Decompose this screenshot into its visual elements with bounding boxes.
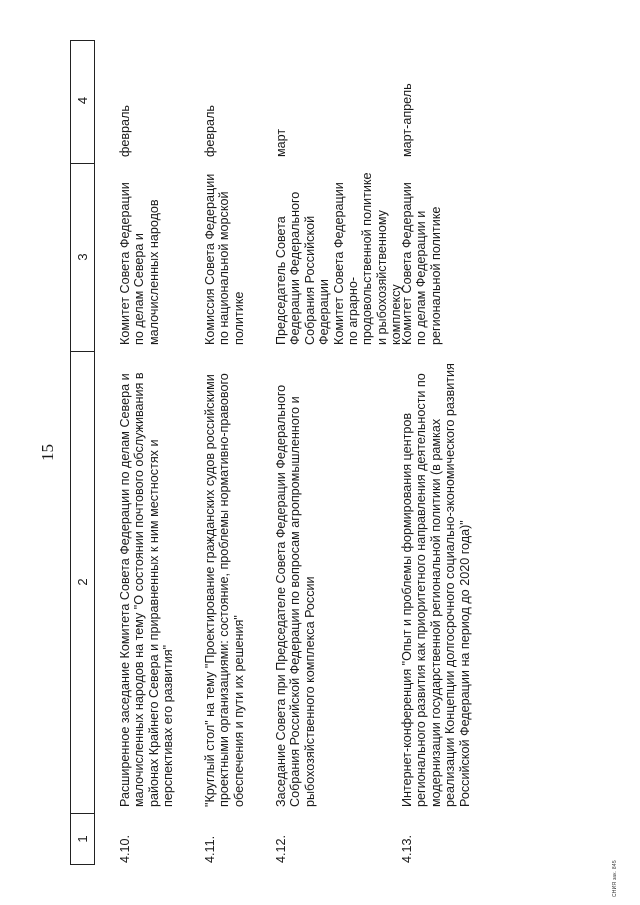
- event-title: Расширенное заседание Комитета Совета Федерации по делам Севера и малочисленных народов на тему "О состоянии почтового обслуживания в районах Крайнего Севера и приравненных к ним местностях и перспективах его развития": [118, 372, 176, 807]
- row-number: 4.10.: [118, 834, 132, 863]
- event-title: Заседание Совета при Председателе Совета Федерации Федерального Собрания Российской Федерации по вопросам агропромышленного и рыбохозяйственного комплекса России: [274, 384, 317, 807]
- print-code: СНИЯ зак. 845: [612, 860, 618, 897]
- responsible-body: [118, 167, 161, 345]
- row-number: 4.11.: [203, 835, 217, 863]
- row-number: 4.13.: [400, 834, 414, 863]
- responsible-line: Председатель Совета Федерации Федерального Собрания Российской Федерации: [274, 191, 332, 345]
- table-header-row: [70, 40, 95, 865]
- column-header-1: 1: [75, 835, 90, 843]
- responsible-line: Комитет Совета Федерации по делам Федерации и региональной политике: [400, 182, 443, 345]
- responsible-line: Комиссия Совета Федерации по национальной морской политике: [203, 173, 246, 345]
- column-header-3: 3: [71, 163, 94, 352]
- event-date: март-апрель: [400, 83, 414, 157]
- responsible-line: Комитет Совета Федерации по делам Севера и малочисленных народов: [118, 182, 161, 345]
- event-title: Интернет-конференция "Опыт и проблемы формирования центров регионального развития как приоритетного направления деятельности по модернизации государственной региональной политики (в рамках реализации Концепции долгосрочного социально-экономического развития Российской Федерации на период до 2020 года)": [400, 363, 472, 807]
- column-header-4: 4: [71, 38, 94, 164]
- event-title: "Круглый стол" на тему "Проектирование гражданских судов российскими проектными организациями: состояние, проблемы нормативно-правового обеспечения и пути их решения": [203, 373, 246, 807]
- page-number: 15: [38, 444, 57, 461]
- plan-table: [70, 40, 590, 865]
- column-header-2: 2: [71, 351, 94, 814]
- responsible-body: [274, 167, 404, 345]
- responsible-line: Комитет Совета Федерации по аграрно-продовольственной политике и рыбохозяйственному комплексу: [331, 172, 404, 345]
- responsible-body: [400, 167, 443, 345]
- event-date: март: [274, 128, 288, 157]
- event-date: февраль: [203, 105, 217, 157]
- responsible-body: [203, 167, 246, 345]
- event-date: февраль: [118, 105, 132, 157]
- row-number: 4.12.: [274, 834, 288, 863]
